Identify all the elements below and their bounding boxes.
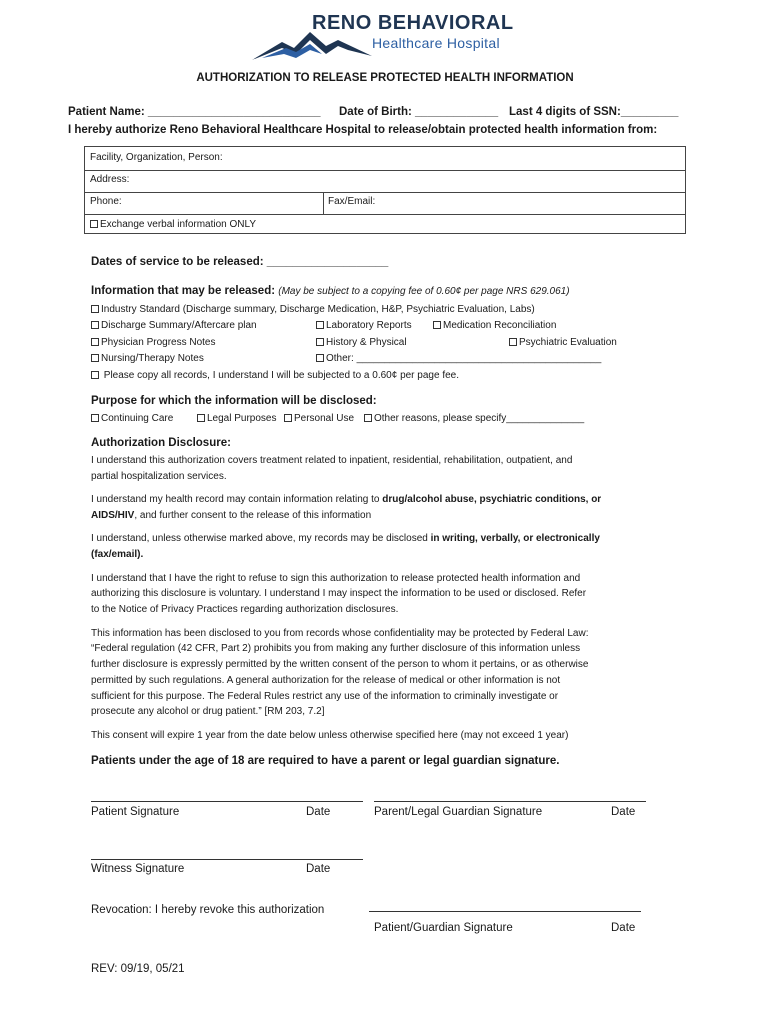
phone-row	[85, 193, 685, 215]
info-heading-line	[91, 285, 570, 297]
option-industry: Industry Standard (Discharge summary, Discharge Medication, H&P, Psychiatric Evaluation, Labs)	[91, 304, 535, 315]
info-heading: Information that may be released:	[91, 285, 276, 297]
guardian-signature-label: Parent/Legal Guardian Signature	[374, 806, 543, 818]
logo	[252, 10, 522, 60]
option-other: Other: ____________________________________________	[316, 353, 601, 364]
option-copy-all: Please copy all records, I understand I will be subjected to a 0.60¢ per page fee.	[91, 370, 459, 381]
disclosure-heading: Authorization Disclosure:	[91, 437, 231, 449]
checkbox-icon[interactable]	[91, 414, 99, 422]
logo-name: RENO BEHAVIORAL	[312, 12, 514, 34]
revocation-signature-line[interactable]	[369, 911, 641, 912]
checkbox-icon[interactable]	[433, 321, 441, 329]
purpose-other: Other reasons, please specify______________	[364, 413, 584, 424]
option-nursing: Nursing/Therapy Notes	[91, 353, 204, 364]
option-discharge: Discharge Summary/Aftercare plan	[91, 320, 257, 331]
checkbox-icon[interactable]	[509, 338, 517, 346]
expiry-paragraph: This consent will expire 1 year from the date below unless otherwise specified here (may not exceed 1 year)	[91, 730, 569, 741]
verbal-option: Exchange verbal information ONLY	[90, 219, 256, 230]
purpose-continuing: Continuing Care	[91, 413, 173, 424]
form-title: AUTHORIZATION TO RELEASE PROTECTED HEALTH INFORMATION	[196, 72, 574, 84]
patient-signature-label: Patient Signature	[91, 806, 180, 818]
paragraph-line: “Federal regulation (42 CFR, Part 2) prohibits you from making any further disclosure of this information unless	[91, 643, 581, 654]
patient-signature-line[interactable]	[91, 801, 363, 802]
paragraph-line: further disclosure is expressly permitted by the written consent of the person to whom it pertains, or as otherwise	[91, 659, 589, 670]
checkbox-icon[interactable]	[316, 321, 324, 329]
paragraph-line: I understand my health record may contain information relating to drug/alcohol abuse, psychiatric conditions, or	[91, 494, 602, 505]
patient-name-field: Patient Name: ___________________________	[68, 106, 321, 118]
option-lab: Laboratory Reports	[316, 320, 412, 331]
paragraph-line: (fax/email).	[91, 549, 144, 560]
checkbox-icon[interactable]	[91, 354, 99, 362]
revision-label: REV: 09/19, 05/21	[91, 963, 185, 975]
checkbox-icon[interactable]	[316, 338, 324, 346]
date-label: Date	[306, 863, 331, 875]
paragraph-line: I understand that I have the right to refuse to sign this authorization to release protected health information and	[91, 573, 581, 584]
logo-subtitle: Healthcare Hospital	[372, 35, 500, 51]
authorize-statement: I hereby authorize Reno Behavioral Healthcare Hospital to release/obtain protected health information from:	[68, 124, 658, 136]
checkbox-icon[interactable]	[197, 414, 205, 422]
phone-label: Phone:	[90, 196, 122, 207]
ssn-field: Last 4 digits of SSN:_________	[509, 106, 679, 118]
revocation-label: Revocation: I hereby revoke this authorization	[91, 904, 325, 916]
purpose-legal: Legal Purposes	[197, 413, 277, 424]
checkbox-icon[interactable]	[91, 321, 99, 329]
verbal-row	[85, 215, 685, 234]
witness-signature-line[interactable]	[91, 859, 363, 860]
checkbox-icon[interactable]	[91, 338, 99, 346]
date-label: Date	[306, 806, 331, 818]
checkbox-icon[interactable]	[91, 305, 99, 313]
checkbox-icon[interactable]	[316, 354, 324, 362]
dates-of-service: Dates of service to be released: ___________________	[91, 256, 389, 268]
paragraph-line: authorizing this disclosure is voluntary. I understand I may inspect the information to be used or disclosed. Refer	[91, 588, 587, 599]
checkbox-icon[interactable]	[284, 414, 292, 422]
info-note: (May be subject to a copying fee of 0.60¢ per page NRS 629.061)	[278, 286, 570, 297]
address-row	[85, 171, 685, 193]
purpose-personal: Personal Use	[284, 413, 354, 424]
guardian-signature-line[interactable]	[374, 801, 646, 802]
paragraph-line: permitted by such regulations. A general authorization for the release of medical or other information is not	[91, 675, 561, 686]
option-psych: Psychiatric Evaluation	[509, 337, 617, 348]
paragraph-line: AIDS/HIV, and further consent to the release of this information	[91, 510, 372, 521]
paragraph-line: sufficient for this purpose. The Federal Rules restrict any use of the information to criminally investigate or	[91, 691, 559, 702]
checkbox-icon[interactable]	[364, 414, 372, 422]
facility-row	[85, 147, 685, 171]
facility-table	[84, 146, 686, 234]
paragraph-line: prosecute any alcohol or drug patient.” [RM 203, 7.2]	[91, 706, 325, 717]
date-label: Date	[611, 806, 636, 818]
option-med: Medication Reconciliation	[433, 320, 556, 331]
paragraph-line: This information has been disclosed to you from records whose confidentiality may be protected by Federal Law:	[91, 628, 589, 639]
paragraph-line: I understand, unless otherwise marked above, my records may be disclosed in writing, verbally, or electronically	[91, 533, 600, 544]
option-physician: Physician Progress Notes	[91, 337, 216, 348]
purpose-heading: Purpose for which the information will be disclosed:	[91, 395, 377, 407]
facility-label: Facility, Organization, Person:	[90, 152, 223, 163]
option-history: History & Physical	[316, 337, 407, 348]
checkbox-icon[interactable]	[90, 220, 98, 228]
checkbox-icon[interactable]	[91, 371, 99, 379]
fax-label: Fax/Email:	[328, 196, 376, 207]
dob-field: Date of Birth: _____________	[339, 106, 499, 118]
paragraph-line: partial hospitalization services.	[91, 471, 227, 482]
minor-notice: Patients under the age of 18 are required to have a parent or legal guardian signature.	[91, 755, 560, 767]
paragraph-line: I understand this authorization covers treatment related to inpatient, residential, rehabilitation, outpatient, and	[91, 455, 573, 466]
address-label: Address:	[90, 174, 130, 185]
witness-signature-label: Witness Signature	[91, 863, 185, 875]
date-label: Date	[611, 922, 636, 934]
patient-guardian-signature-label: Patient/Guardian Signature	[374, 922, 513, 934]
paragraph-line: to the Notice of Privacy Practices regarding authorization disclosures.	[91, 604, 399, 615]
